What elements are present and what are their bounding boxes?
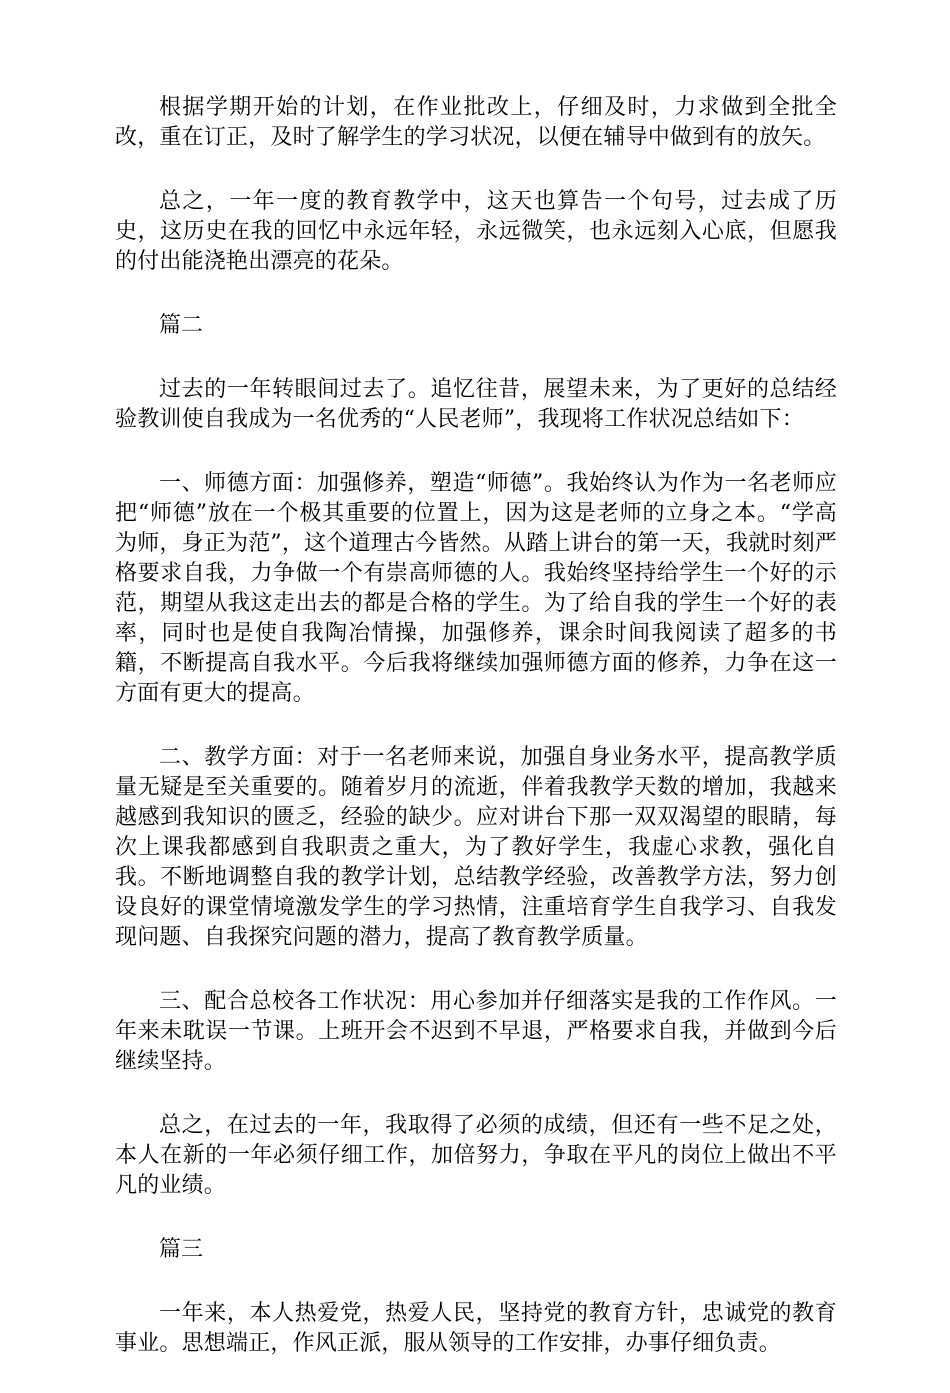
paragraph-intro-2: 过去的一年转眼间过去了。追忆往昔，展望未来，为了更好的总结经验教训使自我成为一名优秀的“人民老师”，我现将工作状况总结如下： bbox=[115, 377, 837, 432]
paragraph-summary-2: 总之，在过去的一年，我取得了必须的成绩，但还有一些不足之处，本人在新的一年必须仔细工作，加倍努力，争取在平凡的岗位上做出不平凡的业绩。 bbox=[115, 1113, 837, 1198]
paragraph-intro-3: 一年来，本人热爱党，热爱人民，坚持党的教育方针，忠诚党的教育事业。思想端正，作风正派，服从领导的工作安排，办事仔细负责。 bbox=[115, 1301, 837, 1356]
paragraph-cooperation: 三、配合总校各工作状况：用心参加并仔细落实是我的工作作风。一年来未耽误一节课。上班开会不迟到不早退，严格要求自我，并做到今后继续坚持。 bbox=[115, 989, 837, 1074]
paragraph-summary-1: 总之，一年一度的教育教学中，这天也算告一个句号，过去成了历史，这历史在我的回忆中永远年轻，永远微笑，也永远刻入心底，但愿我的付出能浇艳出漂亮的花朵。 bbox=[115, 189, 837, 274]
section-heading-2: 篇二 bbox=[159, 313, 204, 338]
paragraph-grading: 根据学期开始的计划，在作业批改上，仔细及时，力求做到全批全改，重在订正，及时了解学生的学习状况，以便在辅导中做到有的放矢。 bbox=[115, 95, 837, 150]
paragraph-teaching: 二、教学方面：对于一名老师来说，加强自身业务水平，提高教学质量无疑是至关重要的。随着岁月的流逝，伴着我教学天数的增加，我越来越感到我知识的匮乏，经验的缺少。应对讲台下那一双双渴望的眼睛，每次上课我都感到自我职责之重大，为了教好学生，我虚心求教，强化自我。不断地调整自我的教学计划，总结教学经验，改善教学方法，努力创设良好的课堂情境激发学生的学习热情，注重培育学生自我学习、自我发现问题、自我探究问题的潜力，提高了教育教学质量。 bbox=[115, 745, 837, 950]
document-page bbox=[115, 93, 837, 1393]
section-heading-3: 篇三 bbox=[159, 1237, 204, 1262]
paragraph-ethics: 一、师德方面：加强修养，塑造“师德”。我始终认为作为一名老师应把“师德”放在一个极其重要的位置上，因为这是老师的立身之本。“学高为师，身正为范”，这个道理古今皆然。从踏上讲台的第一天，我就时刻严格要求自我，力争做一个有崇高师德的人。我始终坚持给学生一个好的示范，期望从我这走出去的都是合格的学生。为了给自我的学生一个好的表率，同时也是使自我陶冶情操，加强修养，课余时间我阅读了超多的书籍，不断提高自我水平。今后我将继续加强师德方面的修养，力争在这一方面有更大的提高。 bbox=[115, 471, 837, 706]
